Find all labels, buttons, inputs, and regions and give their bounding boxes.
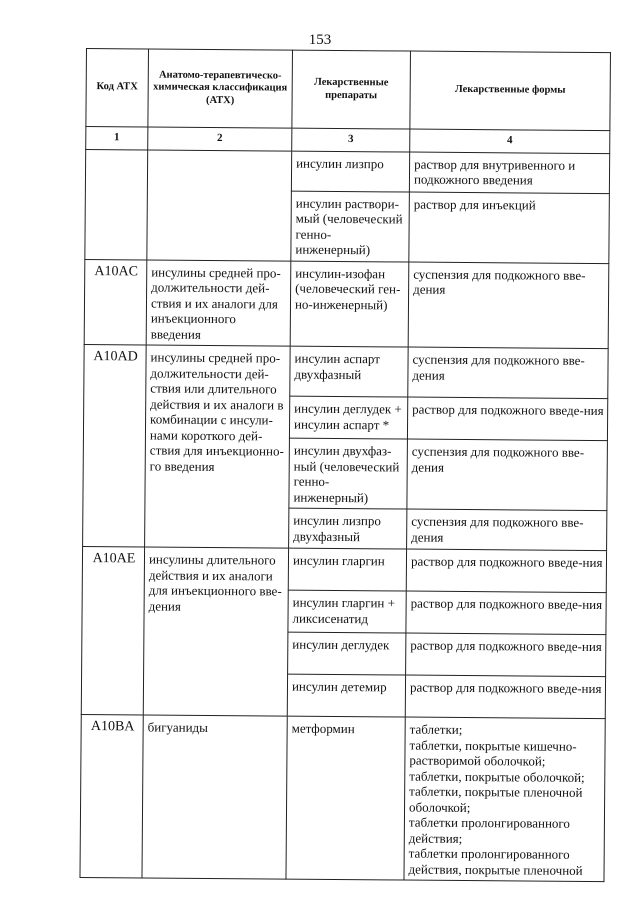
dosage-form: раствор для подкожного введе-ния	[406, 633, 606, 677]
dosage-form: раствор для подкожного введе-ния	[406, 591, 606, 635]
atc-code: A10AD	[83, 344, 147, 546]
drug-name: инсулин-изофан (человеческий ген-но-инженерный)	[290, 261, 409, 347]
atc-code: A10AC	[84, 259, 147, 345]
atc-class: инсулины длительного действия и их аналоги для инъекционного вве-дения	[143, 547, 288, 716]
atc-class: бигуаниды	[142, 715, 287, 879]
table-row	[82, 546, 606, 592]
dosage-form: суспензия для подкожного вве-дения	[408, 262, 609, 349]
dosage-form: суспензия для подкожного вве-дения	[408, 347, 608, 399]
dosage-form: раствор для внутривенного и подкожного введения	[409, 152, 609, 194]
dosage-form: раствор для подкожного введе-ния	[405, 675, 605, 719]
column-number: 1	[86, 127, 148, 150]
column-header-forms: Лекарственные формы	[410, 51, 611, 131]
drug-name: инсулин деглудек + инсулин аспарт *	[289, 396, 407, 439]
dosage-form-list	[404, 717, 605, 882]
dosage-form: раствор для подкожного введе-ния	[406, 549, 606, 593]
column-number: 2	[148, 127, 292, 151]
dosage-form: таблетки, покрытые кишечно-растворимой оболочкой;	[409, 737, 577, 769]
atc-class: инсулины средней про-должительности дей-ствия и их аналоги для инъекционного введения	[146, 259, 291, 346]
drug-name: инсулин деглудек	[288, 632, 406, 675]
dosage-form: раствор для инъекций	[409, 192, 610, 264]
dosage-form: суспензия для подкожного вве-дения	[407, 509, 607, 551]
atc-code: A10BA	[80, 714, 143, 877]
drug-name: инсулин детемир	[287, 674, 405, 717]
dosage-form: раствор для подкожного введе-ния	[407, 397, 607, 441]
page-number: 153	[308, 32, 332, 48]
table-row	[84, 344, 608, 398]
table-row	[84, 259, 609, 349]
drug-name: инсулин гларгин + ликсисенатид	[288, 590, 406, 633]
atc-class: инсулины средней про-должительности дей-ствия или длительного действия и их аналоги в комбинации с инсули-нами короткого дей-ствия для инъекционно-го введения	[145, 345, 291, 548]
dosage-form: таблетки пролонгированного действия;	[408, 814, 571, 846]
atc-code-cell	[85, 149, 148, 259]
drug-name: метформин	[286, 716, 405, 880]
dosage-form: таблетки;	[409, 721, 463, 737]
drug-name: инсулин двухфаз-ный (человеческий генно-инженерный)	[289, 438, 408, 509]
column-header-classification: Анатомо-терапевтическо-химическая классификация (АТХ)	[148, 49, 293, 128]
drug-table	[79, 48, 611, 882]
drug-name: инсулин раствори-мый (человеческий генно-инженерный)	[291, 191, 410, 262]
table-row	[80, 714, 605, 881]
dosage-form: таблетки, покрытые пленочной оболочкой;	[408, 783, 583, 815]
column-number: 3	[292, 128, 410, 151]
column-header-drugs: Лекарственные препараты	[292, 50, 411, 129]
atc-class-cell	[147, 149, 292, 260]
column-number: 4	[410, 129, 610, 153]
column-header-code: Код АТХ	[86, 49, 149, 127]
drug-name: инсулин аспарт двухфазный	[290, 346, 408, 397]
table-header-row	[86, 49, 611, 131]
dosage-form: таблетки пролонгированного действия, покрытые пленочной	[408, 845, 583, 878]
drug-name: инсулин лизпро двухфазный	[289, 508, 407, 549]
table-row	[85, 149, 609, 193]
drug-name: инсулин гларгин	[288, 548, 406, 591]
dosage-form: суспензия для подкожного вве-дения	[407, 439, 608, 511]
dosage-form: таблетки, покрытые оболочкой;	[409, 768, 585, 785]
drug-name: инсулин лизпро	[291, 151, 409, 192]
atc-code: A10AE	[81, 546, 144, 714]
